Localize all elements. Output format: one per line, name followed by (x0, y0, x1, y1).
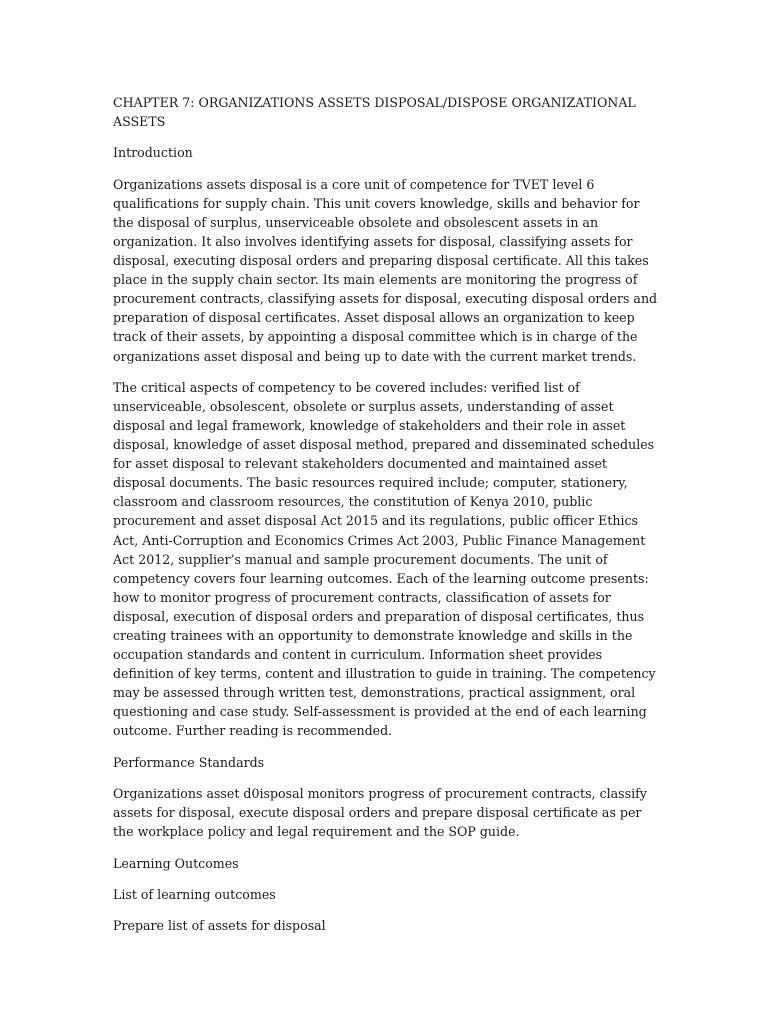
learning-outcomes-list-heading: List of learning outcomes (113, 886, 276, 902)
introduction-paragraph-1: Organizations assets disposal is a core unit of competence for TVET level 6 qualifications for supply chain. This unit covers knowledge, skills and behavior for the disposal of surplus, unserviceable obsolete and obsolescent assets in an organization. It also involves identifying assets for disposal, classifying assets for disposal, executing disposal orders and preparing disposal certificate. All this takes place in the supply chain sector. Its main elements are monitoring the progress of procurement contracts, classifying assets for disposal, executing disposal orders and preparation of disposal certificates. Asset disposal allows an organization to keep track of their assets, by appointing a disposal committee which is in charge of the organizations asset disposal and being up to date with the current market trends. (113, 176, 658, 364)
learning-outcome-item: Prepare list of assets for disposal (113, 918, 326, 934)
performance-standards-paragraph: Organizations asset d0isposal monitors progress of procurement contracts, classify assets for disposal, execute disposal orders and prepare disposal certificate as per the workplace policy and legal requirement and the SOP guide. (113, 786, 647, 840)
learning-outcomes-heading: Learning Outcomes (113, 855, 239, 871)
performance-standards-heading: Performance Standards (113, 754, 265, 770)
document-page (113, 93, 661, 947)
chapter-title: CHAPTER 7: ORGANIZATIONS ASSETS DISPOSAL/DISPOSE ORGANIZATIONAL ASSETS (113, 95, 636, 130)
introduction-paragraph-2: The critical aspects of competency to be covered includes: verified list of unserviceable, obsolescent, obsolete or surplus assets, understanding of asset disposal and legal framework, knowledge of stakeholders and their role in asset disposal, knowledge of asset disposal method, prepared and disseminated schedules for asset disposal to relevant stakeholders documented and maintained asset disposal documents. The basic resources required include; computer, stationery, classroom and classroom resources, the constitution of Kenya 2010, public procurement and asset disposal Act 2015 and its regulations, public officer Ethics Act, Anti-Corruption and Economics Crimes Act 2003, Public Finance Management Act 2012, supplier’s manual and sample procurement documents. The unit of competency covers four learning outcomes. Each of the learning outcome presents: how to monitor progress of procurement contracts, classification of assets for disposal, execution of disposal orders and preparation of disposal certificates, thus creating trainees with an opportunity to demonstrate knowledge and skills in the occupation standards and content in curriculum. Information sheet provides definition of key terms, content and illustration to guide in training. The competency may be assessed through written test, demonstrations, practical assignment, oral questioning and case study. Self-assessment is provided at the end of each learning outcome. Further reading is recommended. (113, 379, 656, 739)
introduction-heading: Introduction (113, 145, 193, 161)
